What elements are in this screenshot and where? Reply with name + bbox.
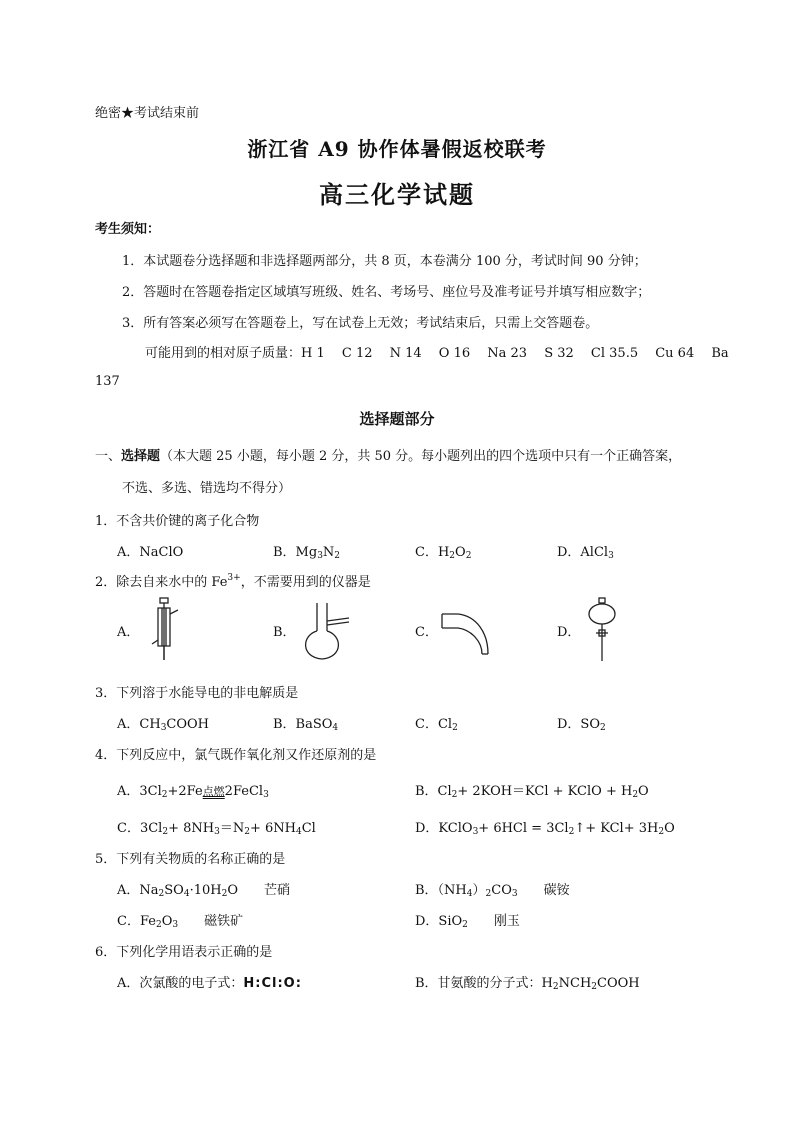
question-3-stem: 3．下列溶于水能导电的非电解质是 <box>95 686 299 701</box>
q4-option-c: C．$3Cl_2+ 8NH_3=N_2+ 6NH_4Cl$ <box>117 821 316 837</box>
section-title: 选择题部分 <box>359 410 435 428</box>
q3-option-c: C．$Cl_2$ <box>415 717 458 733</box>
part-description: （本大题 25 小题，每小题 2 分，共 50 分。每小题列出的四个选项中只有一个正确答案， <box>160 449 682 464</box>
notice-item: 2．答题时在答题卷指定区域填写班级、姓名、考场号、座位号及准考证号并填写相应数字； <box>122 285 651 300</box>
question-5-stem: 5．下列有关物质的名称正确的是 <box>95 852 286 867</box>
flask-icon <box>296 601 356 663</box>
subject-title: 高三化学试题 <box>319 180 475 209</box>
q2-option-d-label: D． <box>557 625 581 640</box>
part-number: 一、 <box>95 449 122 464</box>
q3-option-a: A．$CH_3COOH$ <box>117 717 210 733</box>
part-heading <box>95 445 681 464</box>
q6-option-a: A．次氯酸的电子式：H:Cl:O: <box>117 976 302 991</box>
part-label: 选择题 <box>121 449 161 464</box>
question-6-stem: 6．下列化学用语表示正确的是 <box>95 945 273 960</box>
q1-option-c: C．$H_2O_2$ <box>415 545 472 561</box>
question-4-stem: 4．下列反应中，氯气既作氧化剂又作还原剂的是 <box>95 748 377 763</box>
q6-option-b: B．甘氨酸的分子式：$H_2NCH_2COOH$ <box>415 976 640 992</box>
question-1-stem: 1．不含共价键的离子化合物 <box>95 514 260 529</box>
q5-option-c: C．$Fe_2O_3$ 磁铁矿 <box>117 914 244 930</box>
reaction-condition: 点燃 <box>202 785 225 798</box>
q2-option-b-label: B． <box>273 625 296 640</box>
q4-option-b: B．$Cl_2+ 2KOH=KCl$ + KClO + $H_2O$ <box>415 784 649 800</box>
lewis-formula: H:Cl:O: <box>243 976 302 991</box>
q1-option-d: D．AlCl$_3$ <box>557 545 614 561</box>
bent-tube-icon <box>438 610 494 658</box>
q5-option-b: B．$(NH_4)_2CO_3$ 碳铵 <box>415 883 570 899</box>
condenser-icon <box>148 596 188 664</box>
q4-option-a: A．$3Cl_2+2Fe$点燃2FeCl$_3$ <box>117 784 269 800</box>
q1-option-b: B．$Mg_3N_2$ <box>273 545 341 561</box>
q5-option-d: D．SiO$_2$ 刚玉 <box>415 914 520 930</box>
q2-option-a-label: A． <box>117 625 140 640</box>
part-description-cont: 不选、多选、错选均不得分） <box>122 481 292 496</box>
atomic-masses-tail: 137 <box>95 374 120 389</box>
q1-option-a: A．NaClO <box>117 545 184 560</box>
question-2-stem: 2．除去自来水中的 $Fe^{3+}$，不需要用到的仪器是 <box>95 573 371 590</box>
q4-option-d: D．KClO$_3$+ $6HCl = 3Cl_2↑+ KCl+ 3H_2O$ <box>415 821 675 837</box>
notice-item: 1．本试题卷分选择题和非选择题两部分，共 8 页，本卷满分 100 分，考试时间 90 分钟； <box>122 254 647 269</box>
atomic-masses: 可能用到的相对原子质量：H 1 C 12 N 14 O 16 Na 23 S 32 Cl 35.5 Cu 64 Ba <box>145 346 729 361</box>
q3-option-d: D．$SO_2$ <box>557 717 606 733</box>
q3-option-b: B．BaSO$_4$ <box>273 717 339 733</box>
separatory-funnel-icon <box>582 597 622 665</box>
notice-item: 3．所有答案必须写在答题卷上，写在试卷上无效；考试结束后，只需上交答题卷。 <box>122 316 599 331</box>
confidential-mark: 绝密★考试结束前 <box>95 106 200 121</box>
q5-option-a: A．$Na_2SO_4\cdot 10H_2O$ 芒硝 <box>117 883 291 899</box>
q2-option-c-label: C． <box>415 625 438 640</box>
notice-heading: 考生须知： <box>95 222 161 237</box>
exam-title: 浙江省 A9 协作体暑假返校联考 <box>247 137 547 161</box>
